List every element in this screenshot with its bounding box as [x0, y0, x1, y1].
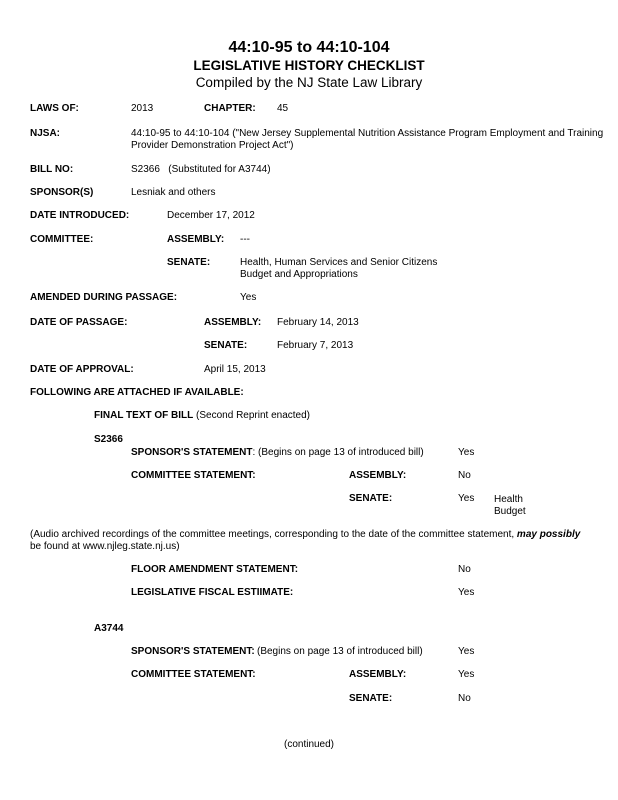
a3744-committee-label: COMMITTEE STATEMENT: — [131, 669, 256, 680]
sponsors-value: Lesniak and others — [131, 187, 216, 198]
floor-amendment-label: FLOOR AMENDMENT STATEMENT: — [131, 564, 299, 575]
njsa-line1: 44:10-95 to 44:10-104 ("New Jersey Supplemental Nutrition Assistance Program Employment and Training — [131, 128, 604, 139]
amended-label: AMENDED DURING PASSAGE: — [30, 292, 178, 303]
s2366-sponsor-row — [131, 447, 424, 459]
s2366-sponsor-value: Yes — [458, 447, 475, 458]
laws-of-value: 2013 — [131, 103, 154, 114]
s2366-senate-value: Yes — [458, 493, 475, 504]
committee-label: COMMITTEE: — [30, 234, 94, 245]
committee-assembly-value: --- — [240, 234, 250, 245]
s2366-senate-committee-2: Budget — [494, 506, 526, 517]
final-text-value: (Second Reprint enacted) — [196, 410, 311, 421]
laws-of-label: LAWS OF: — [30, 103, 79, 114]
page-subtitle: LEGISLATIVE HISTORY CHECKLIST — [193, 58, 425, 73]
s2366-senate-label: SENATE: — [349, 493, 393, 504]
audio-note-text: (Audio archived recordings of the committee meetings, corresponding to the date of the committee statement, — [30, 529, 517, 540]
final-text-row — [94, 410, 310, 422]
s2366-assembly-label: ASSEMBLY: — [349, 470, 407, 481]
bill-no-value: S2366 (Substituted for A3744) — [131, 164, 271, 175]
njsa-line2: Provider Demonstration Project Act") — [131, 140, 294, 151]
floor-amendment-value: No — [458, 564, 471, 575]
a3744-senate-label: SENATE: — [349, 693, 393, 704]
chapter-value: 45 — [277, 103, 289, 114]
passage-assembly-value: February 14, 2013 — [277, 317, 359, 328]
njsa-label: NJSA: — [30, 128, 61, 139]
a3744-assembly-label: ASSEMBLY: — [349, 669, 407, 680]
continued-footer: (continued) — [283, 739, 335, 750]
a3744-senate-value: No — [458, 693, 471, 704]
committee-assembly-label: ASSEMBLY: — [167, 234, 225, 245]
fiscal-estimate-value: Yes — [458, 587, 475, 598]
committee-senate-line2: Budget and Appropriations — [240, 269, 358, 280]
audio-note-line1 — [30, 529, 580, 541]
chapter-label: CHAPTER: — [204, 103, 256, 114]
page-title: 44:10-95 to 44:10-104 — [228, 39, 390, 56]
committee-senate-line1: Health, Human Services and Senior Citizens — [240, 257, 438, 268]
attached-heading: FOLLOWING ARE ATTACHED IF AVAILABLE: — [30, 387, 244, 398]
a3744-assembly-value: Yes — [458, 669, 475, 680]
s2366-assembly-value: No — [458, 470, 471, 481]
s2366-sponsor-note: : (Begins on page 13 of introduced bill) — [252, 447, 424, 458]
audio-note-line2: be found at www.njleg.state.nj.us) — [30, 541, 180, 552]
committee-senate-label: SENATE: — [167, 257, 211, 268]
passage-senate-label: SENATE: — [204, 340, 248, 351]
a3744-label: A3744 — [94, 623, 124, 634]
amended-value: Yes — [240, 292, 257, 303]
passage-label: DATE OF PASSAGE: — [30, 317, 128, 328]
date-introduced-value: December 17, 2012 — [167, 210, 255, 221]
a3744-sponsor-value: Yes — [458, 646, 475, 657]
approval-value: April 15, 2013 — [204, 364, 266, 375]
approval-label: DATE OF APPROVAL: — [30, 364, 134, 375]
final-text-label: FINAL TEXT OF BILL — [94, 410, 194, 421]
fiscal-estimate-label: LEGISLATIVE FISCAL ESTIIMATE: — [131, 587, 294, 598]
a3744-sponsor-label: SPONSOR'S STATEMENT: — [131, 646, 255, 657]
a3744-sponsor-note: (Begins on page 13 of introduced bill) — [257, 646, 423, 657]
bill-no-label: BILL NO: — [30, 164, 74, 175]
audio-note-emphasis: may possibly — [516, 529, 581, 540]
passage-senate-value: February 7, 2013 — [277, 340, 354, 351]
date-introduced-label: DATE INTRODUCED: — [30, 210, 130, 221]
s2366-senate-committee-1: Health — [494, 494, 523, 505]
sponsors-label: SPONSOR(S) — [30, 187, 94, 198]
compiled-by: Compiled by the NJ State Law Library — [195, 75, 423, 90]
s2366-committee-label: COMMITTEE STATEMENT: — [131, 470, 256, 481]
passage-assembly-label: ASSEMBLY: — [204, 317, 262, 328]
s2366-label: S2366 — [94, 434, 123, 445]
s2366-sponsor-label: SPONSOR'S STATEMENT — [131, 447, 253, 458]
